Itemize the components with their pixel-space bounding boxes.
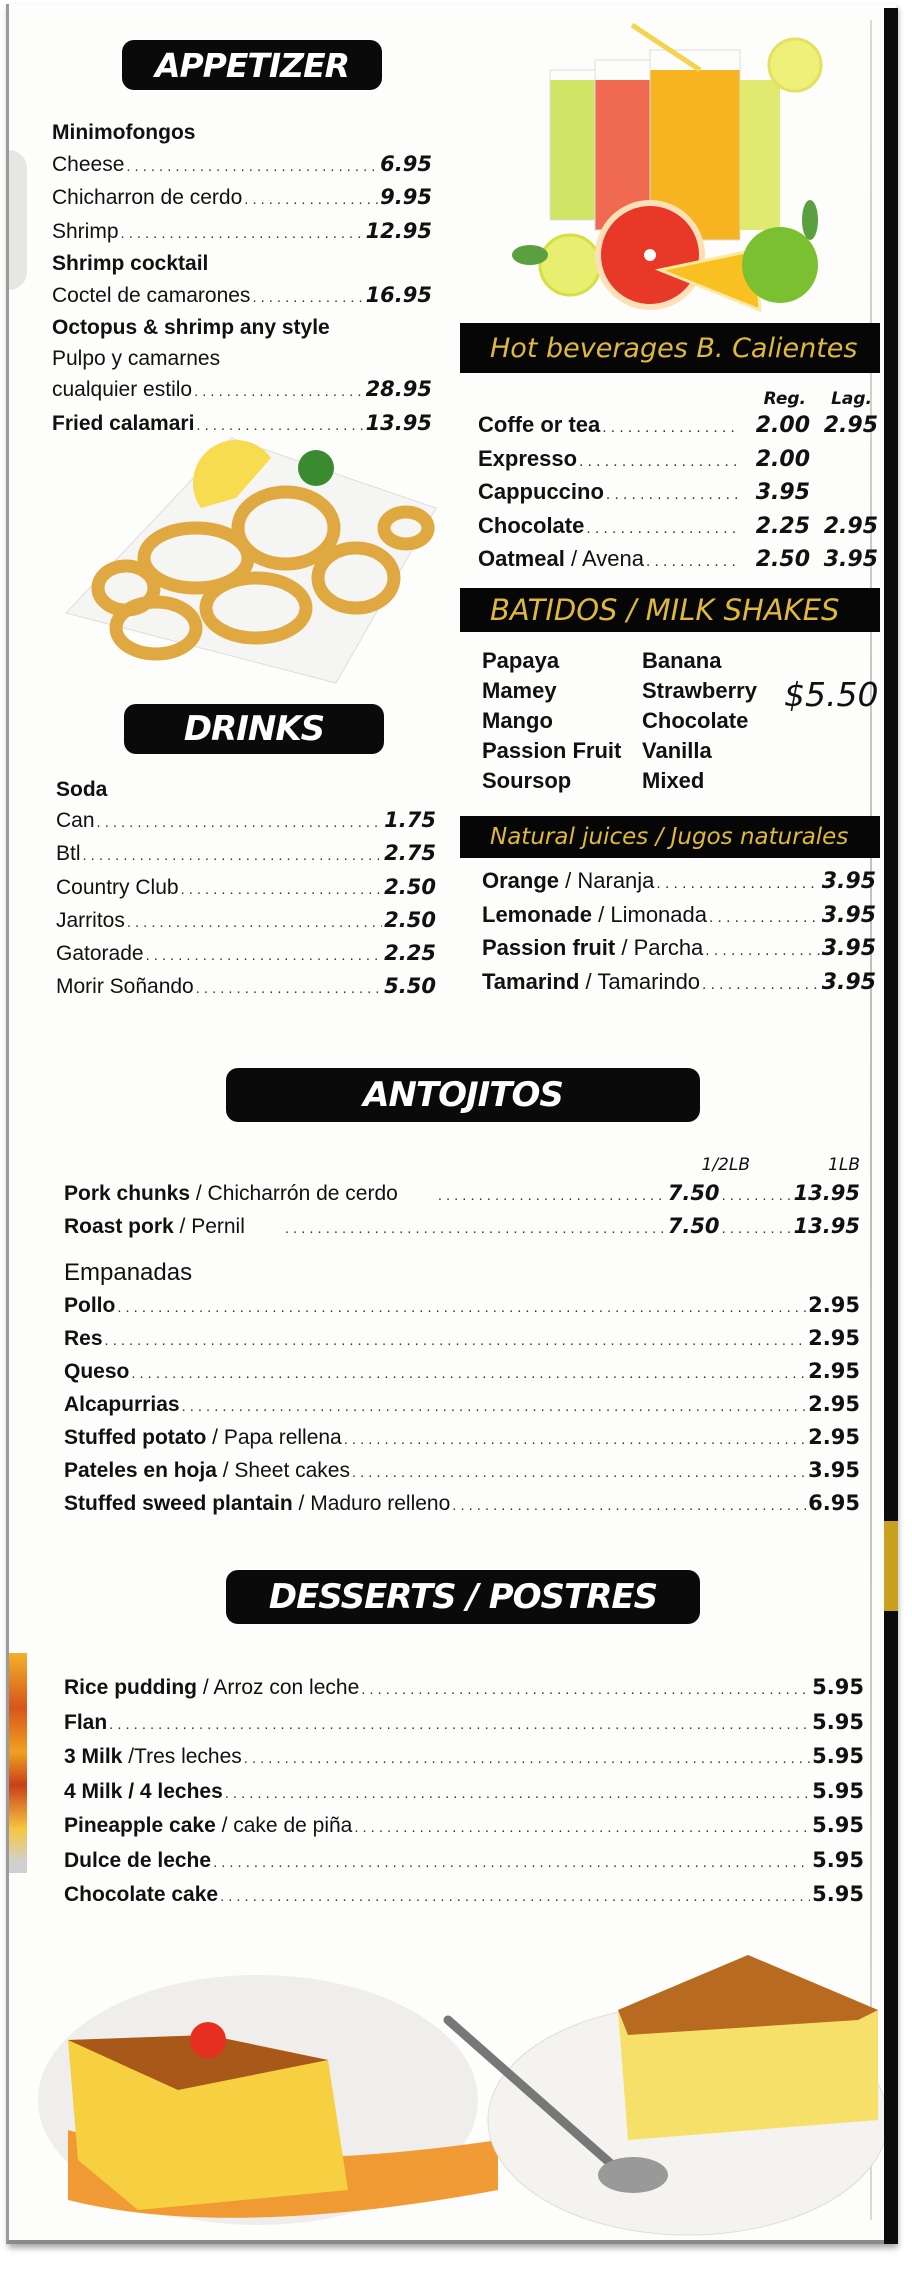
group-heading: Minimofongos	[52, 121, 196, 144]
food-photo-edge-decoration	[9, 1653, 27, 1873]
menu-item: Tamarind / Tamarindo . . . 3.95	[482, 967, 876, 1001]
right-border-strip	[884, 8, 898, 2244]
menu-item: Oatmeal / Avena . . . 2.50 3.95	[478, 544, 878, 578]
menu-item: Cappuccino . . . 3.95	[478, 477, 878, 511]
flan-and-cake-photo	[28, 1940, 884, 2240]
menu-item: Chocolate cake . . . 5.95	[64, 1879, 864, 1914]
antojitos-list	[64, 1150, 860, 1521]
menu-item: Alcapurrias . . . 2.95	[64, 1389, 860, 1422]
menu-item: Shrimp . . . 12.95	[52, 216, 432, 250]
flavor-column-2: Banana Strawberry Chocolate Vanilla Mixed	[642, 648, 757, 793]
menu-item: Expresso . . . 2.00	[478, 444, 878, 478]
menu-item-line: Pulpo y camarnes	[52, 346, 221, 370]
group-heading: Soda	[56, 778, 108, 801]
drinks-list	[56, 775, 436, 1004]
menu-item: Jarritos . . . 2.50	[56, 905, 436, 938]
menu-item: 4 Milk / 4 leches . . . 5.95	[64, 1776, 864, 1811]
menu-item: Stuffed sweed plantain / Maduro relleno . . . 6.95	[64, 1488, 860, 1521]
menu-item: Chicharron de cerdo . . . 9.95	[52, 182, 432, 216]
fried-calamari-photo	[36, 428, 442, 690]
menu-item: Rice pudding / Arroz con leche . . . 5.95	[64, 1672, 864, 1707]
menu-item: Btl . . . 2.75	[56, 838, 436, 871]
shake-price: $5.50	[784, 675, 879, 714]
menu-item: Pateles en hoja / Sheet cakes . . . 3.95	[64, 1455, 860, 1488]
antojitos-heading: ANTOJITOS	[226, 1068, 700, 1122]
menu-item: Pineapple cake / cake de piña . . . 5.95	[64, 1810, 864, 1845]
group-heading: Shrimp cocktail	[52, 252, 209, 275]
natural-juices-list	[482, 866, 876, 1000]
milk-shakes-heading: BATIDOS / MILK SHAKES	[460, 588, 880, 632]
flavor-column-1: Papaya Mamey Mango Passion Fruit Soursop	[482, 648, 622, 793]
size-column-headers: Reg. Lag.	[763, 389, 872, 409]
weight-column-headers: 1/2LB 1LB	[701, 1155, 860, 1175]
menu-item: Coffe or tea . . . 2.00 2.95	[478, 410, 878, 444]
menu-item: Res . . . 2.95	[64, 1323, 860, 1356]
menu-item: Morir Soñando . . . 5.50	[56, 971, 436, 1004]
natural-juices-heading: Natural juices / Jugos naturales	[460, 816, 880, 858]
hot-beverages-heading: Hot beverages B. Calientes	[460, 323, 880, 373]
group-heading: Octopus & shrimp any style	[52, 316, 330, 339]
menu-item: Pork chunks / Chicharrón de cerdo . . . 7.50 . . . 13.95	[64, 1178, 860, 1211]
menu-item: Pollo . . . 2.95	[64, 1290, 860, 1323]
menu-item: Passion fruit / Parcha . . . 3.95	[482, 933, 876, 967]
menu-item: Dulce de leche . . . 5.95	[64, 1845, 864, 1880]
menu-item: Lemonade / Limonada . . . 3.95	[482, 900, 876, 934]
appetizer-list	[52, 118, 432, 441]
juice-glasses-photo	[510, 20, 840, 320]
menu-item: Gatorade . . . 2.25	[56, 938, 436, 971]
hot-beverages-list	[478, 384, 878, 578]
desserts-list	[64, 1672, 864, 1914]
milk-shakes-list	[482, 646, 882, 796]
menu-item: Orange / Naranja . . . 3.95	[482, 866, 876, 900]
menu-item: Stuffed potato / Papa rellena . . . 2.95	[64, 1422, 860, 1455]
drinks-heading: DRINKS	[124, 704, 384, 754]
menu-item: Cheese . . . 6.95	[52, 149, 432, 183]
menu-item: cualquier estilo . . . 28.95	[52, 374, 432, 408]
plate-edge-decoration	[9, 150, 27, 290]
appetizer-heading: APPETIZER	[122, 40, 382, 90]
menu-item: 3 Milk /Tres leches . . . 5.95	[64, 1741, 864, 1776]
menu-item: Flan . . . 5.95	[64, 1707, 864, 1742]
menu-item: Fried calamari . . . 13.95	[52, 408, 432, 442]
menu-item: Queso . . . 2.95	[64, 1356, 860, 1389]
desserts-heading: DESSERTS / POSTRES	[226, 1570, 700, 1624]
menu-item: Chocolate . . . 2.25 2.95	[478, 511, 878, 545]
menu-item: Can . . . 1.75	[56, 805, 436, 838]
menu-item: Coctel de camarones . . . 16.95	[52, 280, 432, 314]
menu-item: Roast pork / Pernil . . . 7.50 . . . 13.95	[64, 1211, 860, 1244]
gold-accent	[884, 1521, 898, 1611]
empanadas-heading: Empanadas	[64, 1259, 193, 1286]
menu-item: Country Club . . . 2.50	[56, 872, 436, 905]
